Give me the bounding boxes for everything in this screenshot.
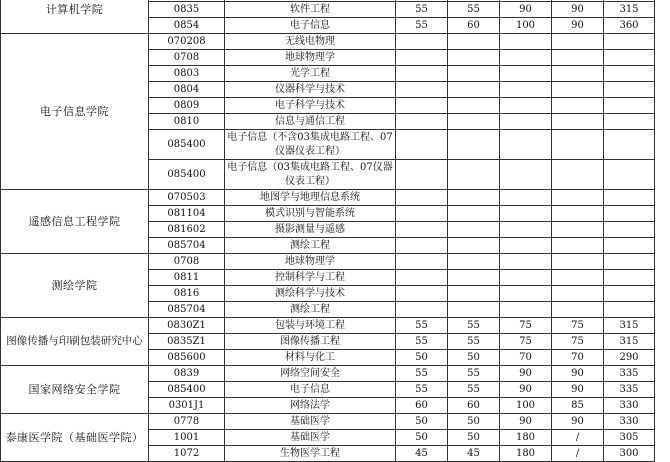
score-2	[448, 302, 500, 318]
score-4	[552, 222, 604, 238]
score-total: 330	[604, 414, 655, 430]
major-code: 081602	[149, 222, 225, 238]
major-name: 无线电物理	[225, 34, 396, 50]
score-2: 55	[448, 366, 500, 382]
score-total	[604, 190, 655, 206]
major-code: 0809	[149, 98, 225, 114]
score-1	[396, 98, 448, 114]
score-total	[604, 238, 655, 254]
score-4	[552, 286, 604, 302]
major-name: 电子科学与技术	[225, 98, 396, 114]
score-4: 90	[552, 2, 604, 18]
score-4: 75	[552, 334, 604, 350]
major-name: 生物医学工程	[225, 446, 396, 462]
major-name: 控制科学与工程	[225, 270, 396, 286]
score-3: 90	[500, 414, 552, 430]
score-2: 50	[448, 350, 500, 366]
major-code: 085400	[149, 160, 225, 190]
college-name: 电子信息学院	[1, 34, 149, 190]
major-name: 网络空间安全	[225, 366, 396, 382]
score-1: 50	[396, 414, 448, 430]
major-code: 085704	[149, 238, 225, 254]
score-2: 45	[448, 446, 500, 462]
score-2: 55	[448, 318, 500, 334]
major-name: 网络法学	[225, 398, 396, 414]
score-1	[396, 238, 448, 254]
table-row	[1, 318, 655, 334]
score-total	[604, 222, 655, 238]
score-3	[500, 66, 552, 82]
major-code: 081104	[149, 206, 225, 222]
score-2	[448, 114, 500, 130]
score-3: 70	[500, 350, 552, 366]
score-3: 100	[500, 398, 552, 414]
major-code: 0811	[149, 270, 225, 286]
score-3	[500, 98, 552, 114]
score-1	[396, 50, 448, 66]
score-3	[500, 130, 552, 160]
score-total	[604, 50, 655, 66]
score-1	[396, 270, 448, 286]
score-1	[396, 130, 448, 160]
score-2: 60	[448, 18, 500, 34]
score-3: 90	[500, 2, 552, 18]
score-total	[604, 130, 655, 160]
score-3	[500, 302, 552, 318]
college-name: 计算机学院	[45, 3, 104, 16]
college-name: 泰康医学院（基础医学院）	[1, 414, 149, 462]
major-name: 电子信息	[225, 18, 396, 34]
score-3	[500, 286, 552, 302]
score-3: 180	[500, 430, 552, 446]
score-2	[448, 254, 500, 270]
score-1: 60	[396, 398, 448, 414]
score-2	[448, 286, 500, 302]
score-4: 90	[552, 366, 604, 382]
score-total: 305	[604, 430, 655, 446]
score-total	[604, 160, 655, 190]
score-4	[552, 82, 604, 98]
major-code: 0854	[149, 18, 225, 34]
table-row	[1, 254, 655, 270]
major-code: 0803	[149, 66, 225, 82]
major-code: 0778	[149, 414, 225, 430]
major-name: 地球物理学	[225, 254, 396, 270]
score-total: 330	[604, 398, 655, 414]
score-4	[552, 114, 604, 130]
major-code: 085704	[149, 302, 225, 318]
college-cell	[1, 0, 149, 34]
score-1	[396, 286, 448, 302]
college-name: 测绘学院	[1, 254, 149, 318]
score-2	[448, 238, 500, 254]
major-code: 0810	[149, 114, 225, 130]
score-1: 55	[396, 382, 448, 398]
table-row	[1, 190, 655, 206]
score-3	[500, 160, 552, 190]
score-total	[604, 254, 655, 270]
score-2: 55	[448, 382, 500, 398]
score-1	[396, 34, 448, 50]
score-3	[500, 82, 552, 98]
major-code: 0804	[149, 82, 225, 98]
score-total	[604, 270, 655, 286]
score-total: 335	[604, 382, 655, 398]
major-code: 0708	[149, 254, 225, 270]
score-1	[396, 222, 448, 238]
major-code: 0839	[149, 366, 225, 382]
major-code: 070208	[149, 34, 225, 50]
major-name: 电子信息（03集成电路工程、07仪器仪表工程）	[225, 160, 396, 190]
score-total	[604, 66, 655, 82]
score-1: 55	[396, 2, 448, 18]
major-name: 测绘工程	[225, 302, 396, 318]
score-1: 55	[396, 318, 448, 334]
major-code: 0708	[149, 50, 225, 66]
major-name: 地球物理学	[225, 50, 396, 66]
score-3	[500, 254, 552, 270]
score-3	[500, 34, 552, 50]
score-1	[396, 190, 448, 206]
score-4: /	[552, 430, 604, 446]
score-2	[448, 160, 500, 190]
score-2	[448, 50, 500, 66]
major-code: 0835Z1	[149, 334, 225, 350]
major-name: 基础医学	[225, 430, 396, 446]
score-4	[552, 50, 604, 66]
score-total: 300	[604, 446, 655, 462]
major-code: 085600	[149, 350, 225, 366]
score-2	[448, 34, 500, 50]
score-3: 90	[500, 366, 552, 382]
score-3	[500, 50, 552, 66]
major-name: 模式识别与智能系统	[225, 206, 396, 222]
score-3	[500, 270, 552, 286]
score-4	[552, 130, 604, 160]
major-name: 测绘科学与技术	[225, 286, 396, 302]
score-2	[448, 190, 500, 206]
score-total	[604, 302, 655, 318]
score-1: 50	[396, 430, 448, 446]
score-1: 55	[396, 334, 448, 350]
score-4	[552, 160, 604, 190]
score-3	[500, 114, 552, 130]
score-4: 70	[552, 350, 604, 366]
major-code: 0816	[149, 286, 225, 302]
college-name: 国家网络安全学院	[1, 366, 149, 414]
score-4	[552, 206, 604, 222]
major-name: 信息与通信工程	[225, 114, 396, 130]
major-code: 085400	[149, 382, 225, 398]
score-2	[448, 66, 500, 82]
score-1	[396, 254, 448, 270]
major-code: 0301J1	[149, 398, 225, 414]
table-row	[1, 414, 655, 430]
major-name: 测绘工程	[225, 238, 396, 254]
major-name: 软件工程	[225, 2, 396, 18]
score-2: 60	[448, 398, 500, 414]
score-1: 45	[396, 446, 448, 462]
major-name: 电子信息（不含03集成电路工程、07仪器仪表工程）	[225, 130, 396, 160]
major-name: 电子信息	[225, 382, 396, 398]
score-1	[396, 82, 448, 98]
score-4	[552, 34, 604, 50]
score-3: 75	[500, 334, 552, 350]
score-4	[552, 66, 604, 82]
score-total: 335	[604, 366, 655, 382]
score-4	[552, 98, 604, 114]
score-2: 55	[448, 2, 500, 18]
score-total	[604, 98, 655, 114]
score-4: 90	[552, 18, 604, 34]
score-1: 50	[396, 350, 448, 366]
score-4: 90	[552, 414, 604, 430]
college-name: 图像传播与印刷包装研究中心	[1, 318, 149, 366]
major-code: 1072	[149, 446, 225, 462]
score-1	[396, 206, 448, 222]
score-total	[604, 114, 655, 130]
score-2	[448, 130, 500, 160]
score-4	[552, 190, 604, 206]
score-3: 100	[500, 18, 552, 34]
score-3: 90	[500, 382, 552, 398]
score-total: 290	[604, 350, 655, 366]
major-code: 085400	[149, 130, 225, 160]
score-total	[604, 206, 655, 222]
score-3	[500, 190, 552, 206]
major-code: 070503	[149, 190, 225, 206]
major-name: 包装与环境工程	[225, 318, 396, 334]
score-1	[396, 114, 448, 130]
score-total: 315	[604, 2, 655, 18]
score-3: 75	[500, 318, 552, 334]
score-3	[500, 222, 552, 238]
score-3: 180	[500, 446, 552, 462]
major-code: 0830Z1	[149, 318, 225, 334]
score-2	[448, 270, 500, 286]
major-name: 摄影测量与遥感	[225, 222, 396, 238]
table-row	[1, 366, 655, 382]
score-2	[448, 206, 500, 222]
score-4: 85	[552, 398, 604, 414]
score-total: 315	[604, 318, 655, 334]
score-total	[604, 34, 655, 50]
major-name: 材料与化工	[225, 350, 396, 366]
major-code: 1001	[149, 430, 225, 446]
college-name: 遥感信息工程学院	[1, 190, 149, 254]
score-4	[552, 302, 604, 318]
score-2: 50	[448, 430, 500, 446]
score-2: 50	[448, 414, 500, 430]
score-2	[448, 82, 500, 98]
major-name: 基础医学	[225, 414, 396, 430]
score-4	[552, 254, 604, 270]
score-4: /	[552, 446, 604, 462]
score-total: 360	[604, 18, 655, 34]
major-name: 地图学与地理信息系统	[225, 190, 396, 206]
score-4: 90	[552, 382, 604, 398]
score-1	[396, 160, 448, 190]
table-row	[1, 34, 655, 50]
major-name: 光学工程	[225, 66, 396, 82]
score-3	[500, 238, 552, 254]
score-1: 55	[396, 18, 448, 34]
score-2	[448, 222, 500, 238]
score-1	[396, 302, 448, 318]
score-total	[604, 286, 655, 302]
major-code: 0835	[149, 2, 225, 18]
score-1: 55	[396, 366, 448, 382]
score-4	[552, 270, 604, 286]
score-2	[448, 98, 500, 114]
score-3	[500, 206, 552, 222]
major-name: 仪器科学与技术	[225, 82, 396, 98]
score-1	[396, 66, 448, 82]
score-4	[552, 238, 604, 254]
score-2: 55	[448, 334, 500, 350]
score-total	[604, 82, 655, 98]
major-name: 图像传播工程	[225, 334, 396, 350]
score-4: 75	[552, 318, 604, 334]
score-total: 315	[604, 334, 655, 350]
